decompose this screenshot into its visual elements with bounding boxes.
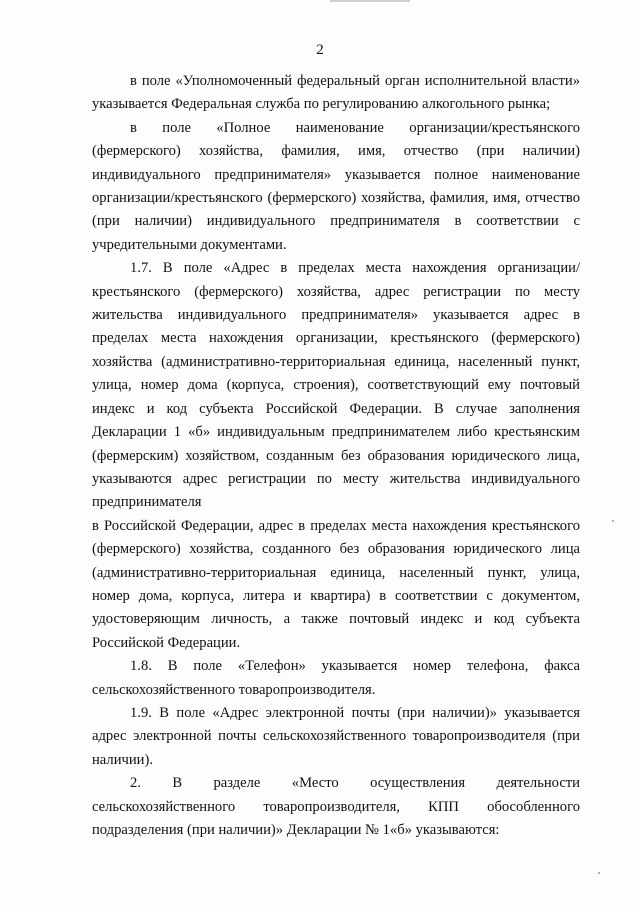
paragraph-2-section-location: 2. В разделе «Место осуществления деятельности сельскохозяйственного товаропроизводителя, КПП обособленного подразделения (при наличии)» Декларации № 1«б» указываются: bbox=[92, 775, 580, 838]
paragraph-authority-field: в поле «Уполномоченный федеральный орган исполнительной власти» указывается Федеральная служба по регулированию алкогольного рынка; bbox=[92, 73, 580, 113]
page-number: 2 bbox=[316, 42, 324, 58]
paragraph-1-7-continued: в Российской Федерации, адрес в пределах места нахождения крестьянского (фермерского) хозяйства, созданного без образования юридического лица (административно-территориальная единица, населенный пункт, улица, номер дома, корпуса, литера и квартира) в соответствии с документом, удостоверяющим личность, а также почтовый индекс и код субъекта Российской Федерации. bbox=[92, 517, 580, 651]
scan-speck bbox=[612, 520, 614, 522]
paragraph-full-name-field: в поле «Полное наименование организации/крестьянского (фермерского) хозяйства, фамилия, имя, отчество (при наличии) индивидуального предпринимателя» указывается полное наименование организации/крестьянского (фермерского) хозяйства, фамилия, имя, отчество (при наличии) индивидуального предпринимателя в соответствии с учредительными документами. bbox=[92, 119, 580, 253]
document-body bbox=[92, 70, 580, 842]
scan-speck bbox=[598, 872, 600, 874]
paragraph-1-7-address-field: 1.7. В поле «Адрес в пределах места нахождения организации/ крестьянского (фермерского) хозяйства, адрес регистрации по месту жительства индивидуального предпринимателя» указывается адрес в пределах места нахождения организации, крестьянского (фермерского) хозяйства (административно-территориальная единица, населенный пункт, улица, номер дома (корпуса, строения), соответствующий ему почтовый индекс и код субъекта Российской Федерации. В случае заполнения Декларации 1 «б» индивидуальным предпринимателем либо крестьянским (фермерским) хозяйством, созданным без образования юридического лица, указываются адрес регистрации по месту жительства индивидуального предпринимателя bbox=[92, 260, 580, 511]
scan-edge-mark bbox=[330, 0, 410, 2]
paragraph-1-9-email-field: 1.9. В поле «Адрес электронной почты (при наличии)» указывается адрес электронной почты сельскохозяйственного товаропроизводителя (при наличии). bbox=[92, 704, 580, 768]
paragraph-1-8-phone-field: 1.8. В поле «Телефон» указывается номер телефона, факса сельскохозяйственного товаропроизводителя. bbox=[92, 658, 580, 698]
